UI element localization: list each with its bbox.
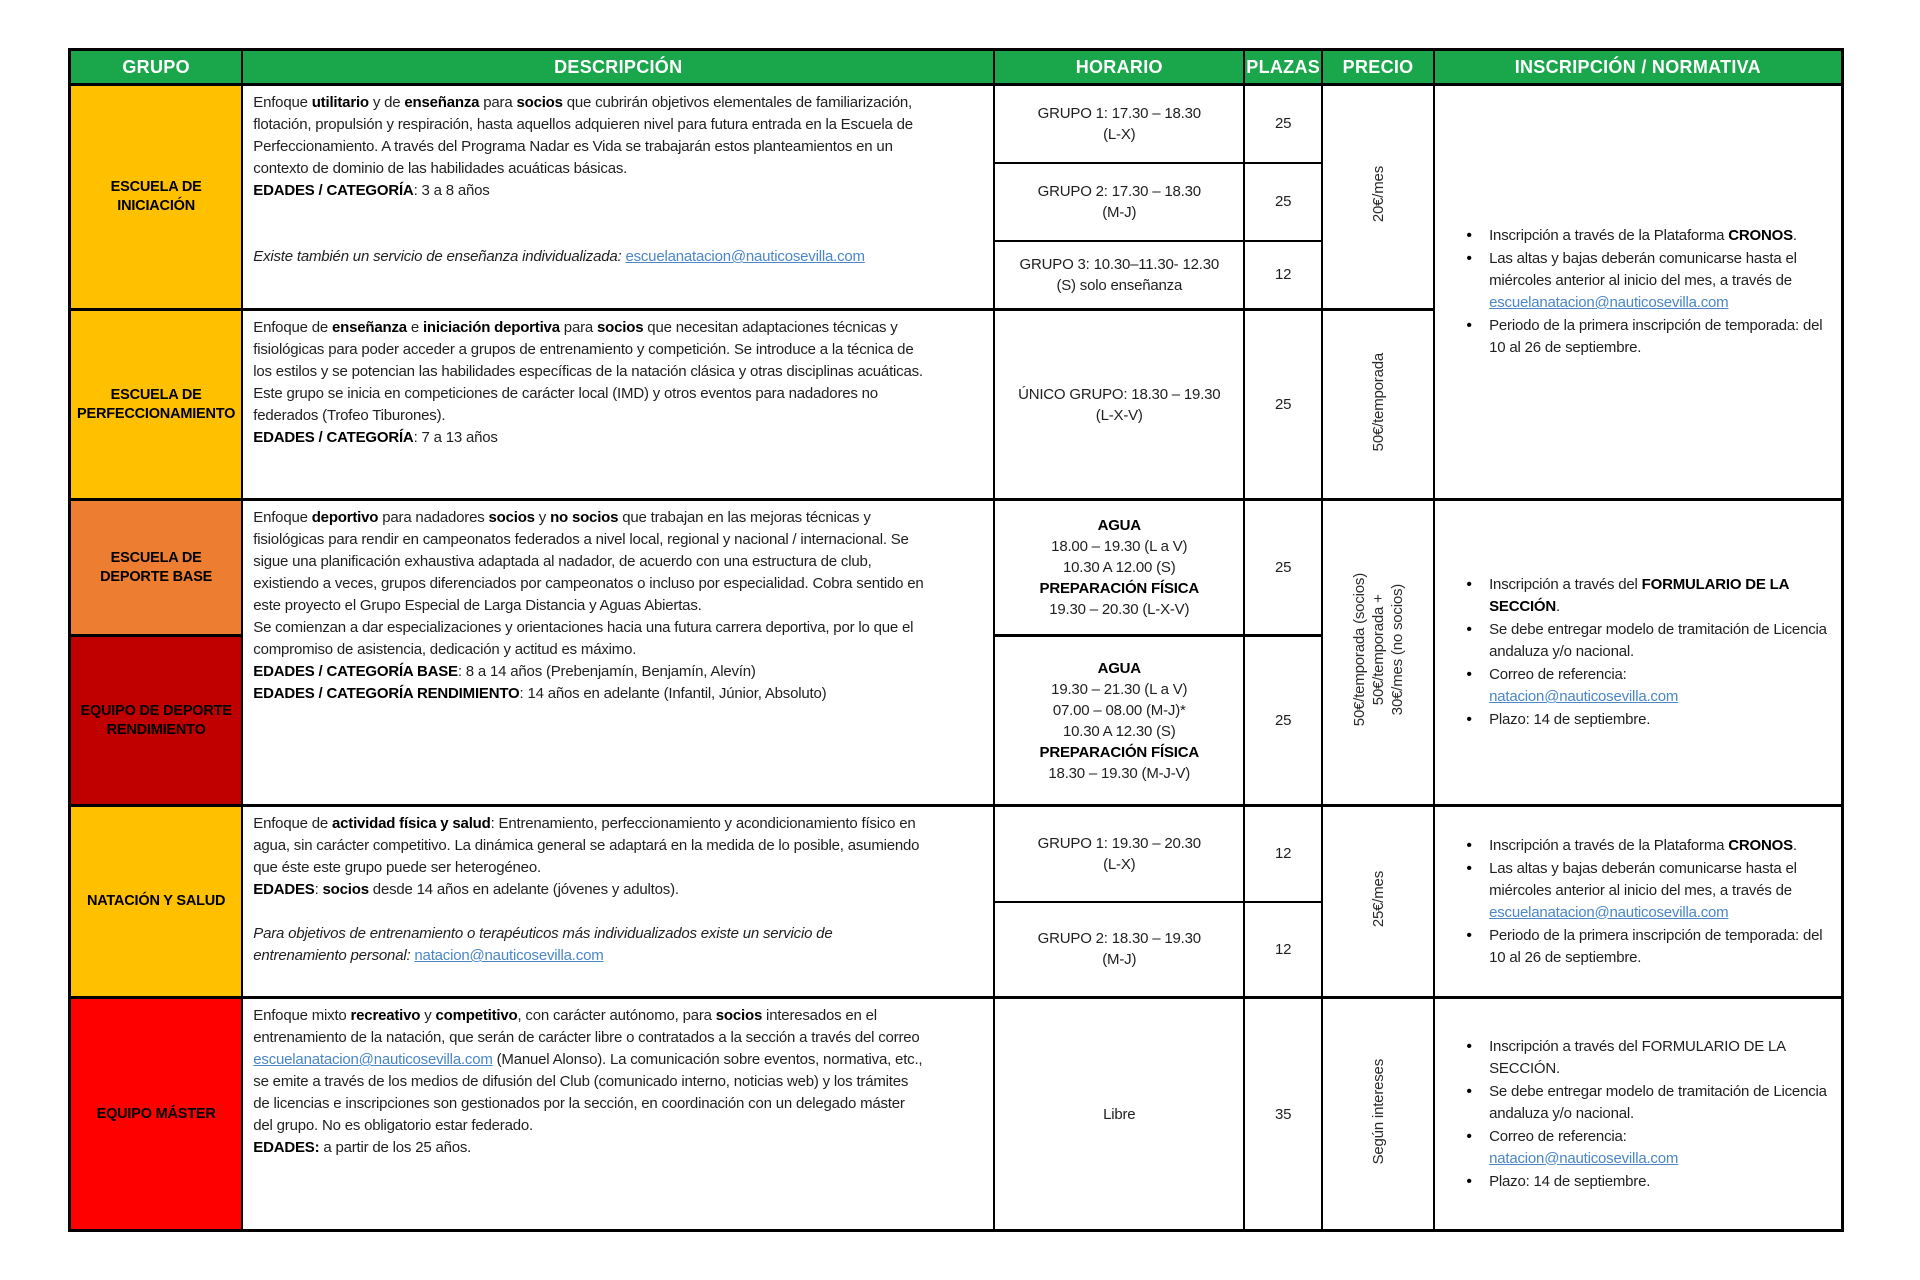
paragraph: EDADES: socios desde 14 años en adelante (jóvenes y adultos). bbox=[253, 881, 679, 898]
bullet-item bbox=[1449, 225, 1831, 247]
schedule-cell-perfeccionamiento bbox=[994, 310, 1244, 500]
text-line: 20€/mes bbox=[1369, 166, 1387, 223]
text-line: Según intereses bbox=[1369, 1058, 1387, 1165]
bullet-item bbox=[1449, 619, 1831, 663]
schedule-cell-salud-grupo1 bbox=[994, 806, 1244, 902]
schedule-cell-iniciacion-grupo3 bbox=[994, 241, 1244, 310]
schedule-cell-iniciacion-grupo2 bbox=[994, 163, 1244, 241]
capacity-cell-salud-grupo2: 12 bbox=[1244, 902, 1322, 998]
bullet-icon: • bbox=[1466, 711, 1472, 728]
capacity-cell-iniciacion-grupo2: 25 bbox=[1244, 163, 1322, 241]
text-line: GRUPO 3: 10.30–11.30- 12.30 bbox=[1019, 255, 1219, 273]
paragraph: EDADES / CATEGORÍA BASE: 8 a 14 años (Prebenjamín, Benjamín, Alevín) bbox=[253, 663, 756, 680]
group-cell-natacion-y-salud: NATACIÓN Y SALUD bbox=[70, 806, 243, 998]
group-cell-escuela-de-perfeccionamiento: ESCUELA DE PERFECCIONAMIENTO bbox=[70, 310, 243, 500]
swimming-groups-table bbox=[68, 48, 1844, 1232]
bullet-icon: • bbox=[1466, 1172, 1472, 1190]
price-cell-equipo-master bbox=[1322, 998, 1434, 1231]
paragraph: EDADES: a partir de los 25 años. bbox=[253, 1139, 472, 1156]
enrollment-cell-iniciacion-perfeccionamiento bbox=[1434, 85, 1842, 500]
capacity-cell-iniciacion-grupo3: 12 bbox=[1244, 241, 1322, 310]
text-line: GRUPO 1: 19.30 – 20.30 bbox=[1037, 834, 1201, 852]
bullet-icon: • bbox=[1466, 576, 1472, 593]
bullet-text: Las altas y bajas deberán comunicarse hasta el miércoles anterior al inicio del mes, a través de escuelanatacion@nauticosevilla.com bbox=[1489, 859, 1797, 921]
bullet-icon: • bbox=[1466, 1127, 1472, 1145]
bullet-text: Periodo de la primera inscripción de temporada: del 10 al 26 de septiembre. bbox=[1489, 926, 1823, 966]
email-link[interactable]: escuelanatacion@nauticosevilla.com bbox=[253, 1051, 493, 1068]
text-line: 18.30 – 19.30 (M-J-V) bbox=[1048, 764, 1191, 782]
email-link[interactable]: escuelanatacion@nauticosevilla.com bbox=[625, 248, 865, 265]
enrollment-cell-natacion-y-salud bbox=[1434, 806, 1842, 998]
bullet-icon: • bbox=[1466, 621, 1472, 638]
schedule-cell-salud-grupo2 bbox=[994, 902, 1244, 998]
text-line: PREPARACIÓN FÍSICA bbox=[1039, 743, 1199, 761]
bullet-icon: • bbox=[1466, 317, 1472, 334]
paragraph: Para objetivos de entrenamiento o terapéuticos más individualizados existe un servicio de entrenamiento personal: natacion@nauticosevilla.com bbox=[253, 925, 833, 964]
bullet-icon: • bbox=[1466, 926, 1472, 944]
price-rotated-text bbox=[1369, 353, 1388, 451]
enrollment-cell-deporte-base-rendimiento bbox=[1434, 500, 1842, 806]
paragraph: Enfoque de actividad física y salud: Entrenamiento, perfeccionamiento y acondicionamiento físico en agua, sin carácter competitivo. La dinámica general se adaptará en la medida de lo posible, asumiendo que éste este grupo puede ser heterogéneo. bbox=[253, 815, 920, 876]
bullet-item bbox=[1449, 1126, 1831, 1170]
text-line: ÚNICO GRUPO: 18.30 – 19.30 bbox=[1018, 385, 1221, 403]
text-line: 10.30 A 12.00 (S) bbox=[1063, 559, 1176, 576]
price-cell-perfeccionamiento bbox=[1322, 310, 1434, 500]
text-line: 07.00 – 08.00 (M-J)* bbox=[1052, 701, 1186, 719]
text-line: (L-X) bbox=[1103, 125, 1136, 143]
bullet-item bbox=[1449, 835, 1831, 857]
capacity-cell-iniciacion-grupo1: 25 bbox=[1244, 85, 1322, 163]
group-cell-equipo-master: EQUIPO MÁSTER bbox=[70, 998, 243, 1231]
bullet-text: Inscripción a través del FORMULARIO DE LA SECCIÓN. bbox=[1489, 1037, 1786, 1077]
bullet-item bbox=[1449, 1081, 1831, 1125]
text-line: Libre bbox=[1103, 1105, 1136, 1123]
text-line: 19.30 – 20.30 (L-X-V) bbox=[1049, 601, 1190, 618]
capacity-cell-perfeccionamiento: 25 bbox=[1244, 310, 1322, 500]
paragraph: Este grupo se inicia en competiciones de carácter local (IMD) y otros eventos para nadadores no federados (Trofeo Tiburones). bbox=[253, 385, 878, 424]
col-header-precio: PRECIO bbox=[1322, 50, 1434, 85]
description-cell-equipo-master bbox=[242, 998, 994, 1231]
text-line: (M-J) bbox=[1102, 951, 1137, 969]
col-header-grupo: GRUPO bbox=[70, 50, 243, 85]
col-header-horario: HORARIO bbox=[994, 50, 1244, 85]
bullet-item bbox=[1449, 574, 1831, 618]
capacity-cell-deporte-base: 25 bbox=[1244, 500, 1322, 636]
bullet-item bbox=[1449, 1036, 1831, 1080]
bullet-text: Las altas y bajas deberán comunicarse hasta el miércoles anterior al inicio del mes, a través de escuelanatacion@nauticosevilla.com bbox=[1489, 250, 1797, 311]
schedule-cell-equipo-master bbox=[994, 998, 1244, 1231]
bullet-icon: • bbox=[1466, 859, 1472, 877]
text-line: 25€/mes bbox=[1369, 870, 1387, 928]
enrollment-cell-equipo-master bbox=[1434, 998, 1842, 1231]
bullet-item bbox=[1449, 858, 1831, 924]
text-line: 18.00 – 19.30 (L a V) bbox=[1051, 538, 1188, 555]
capacity-cell-equipo-master: 35 bbox=[1244, 998, 1322, 1231]
text-line: 19.30 – 21.30 (L a V) bbox=[1051, 680, 1188, 698]
bullet-text: Correo de referencia: natacion@nauticosevilla.com bbox=[1489, 1127, 1679, 1167]
email-link[interactable]: natacion@nauticosevilla.com bbox=[1489, 1149, 1679, 1167]
bullet-text: Inscripción a través de la Plataforma CRONOS. bbox=[1489, 836, 1797, 854]
group-cell-escuela-de-deporte-base: ESCUELA DE DEPORTE BASE bbox=[70, 500, 243, 636]
schedule-cell-deporte-rendimiento bbox=[994, 636, 1244, 806]
price-rotated-text bbox=[1350, 573, 1407, 726]
bullet-text: Se debe entregar modelo de tramitación de Licencia andaluza y/o nacional. bbox=[1489, 1082, 1827, 1122]
text-line: (S) solo enseñanza bbox=[1056, 276, 1183, 294]
price-cell-iniciacion bbox=[1322, 85, 1434, 310]
bullet-text: Inscripción a través del FORMULARIO DE LA SECCIÓN. bbox=[1489, 576, 1789, 615]
paragraph: EDADES / CATEGORÍA: 3 a 8 años bbox=[253, 182, 490, 199]
text-line: 10.30 A 12.30 (S) bbox=[1063, 722, 1176, 740]
group-cell-equipo-de-deporte-rendimiento: EQUIPO DE DEPORTE RENDIMIENTO bbox=[70, 636, 243, 806]
bullet-icon: • bbox=[1466, 1037, 1472, 1055]
text-line: 50€/temporada (socios) bbox=[1350, 573, 1368, 727]
text-line: 50€/temporada bbox=[1369, 352, 1387, 452]
paragraph bbox=[253, 202, 927, 224]
bullet-item bbox=[1449, 664, 1831, 708]
bullet-text: Periodo de la primera inscripción de temporada: del 10 al 26 de septiembre. bbox=[1489, 317, 1823, 356]
paragraph: Existe también un servicio de enseñanza individualizada: escuelanatacion@nauticosevilla.com bbox=[253, 248, 865, 265]
bullet-icon: • bbox=[1466, 250, 1472, 267]
swimming-groups-table-wrapper bbox=[68, 48, 1844, 1232]
bullet-icon: • bbox=[1466, 227, 1472, 244]
text-line: AGUA bbox=[1097, 659, 1141, 677]
bullet-text: Inscripción a través de la Plataforma CRONOS. bbox=[1489, 227, 1797, 244]
price-rotated-text bbox=[1369, 166, 1388, 222]
bullet-icon: • bbox=[1466, 836, 1472, 854]
capacity-cell-salud-grupo1: 12 bbox=[1244, 806, 1322, 902]
email-link[interactable]: escuelanatacion@nauticosevilla.com bbox=[1489, 903, 1729, 921]
schedule-cell-deporte-base bbox=[994, 500, 1244, 636]
text-line: AGUA bbox=[1097, 517, 1141, 534]
text-line: GRUPO 1: 17.30 – 18.30 bbox=[1037, 104, 1201, 122]
description-cell-natacion-y-salud bbox=[242, 806, 994, 998]
bullet-text: Plazo: 14 de septiembre. bbox=[1489, 1172, 1651, 1190]
bullet-item bbox=[1449, 709, 1831, 731]
description-cell-deporte-base-rendimiento bbox=[242, 500, 994, 806]
paragraph: Se comienzan a dar especializaciones y orientaciones hacia una futura carrera deportiva, por lo que el compromiso de asistencia, dedicación y actitud es máximo. bbox=[253, 619, 914, 658]
paragraph: Enfoque deportivo para nadadores socios y no socios que trabajan en las mejoras técnicas y fisiológicas para rendir en campeonatos federados a nivel local, regional y nacional / internacional. Se sigue una planificación exhaustiva adaptada al nadador, de acuerdo con una estructura de club, existiendo a veces, grupos diferenciados por campeonatos o incluso por especialidad. Cobra sentido en este proyecto el Grupo Especial de Larga Distancia y Aguas Abiertas. bbox=[253, 509, 924, 614]
text-line: PREPARACIÓN FÍSICA bbox=[1039, 580, 1199, 597]
bullet-item bbox=[1449, 248, 1831, 314]
email-link[interactable]: escuelanatacion@nauticosevilla.com bbox=[1489, 294, 1729, 311]
description-cell-escuela-de-perfeccionamiento bbox=[242, 310, 994, 500]
text-line: (L-X-V) bbox=[1095, 406, 1143, 424]
email-link[interactable]: natacion@nauticosevilla.com bbox=[1489, 688, 1679, 705]
paragraph bbox=[253, 224, 927, 246]
text-line: 30€/mes (no socios) bbox=[1388, 584, 1406, 716]
bullet-item bbox=[1449, 1171, 1831, 1193]
price-rotated-text bbox=[1369, 1059, 1388, 1164]
paragraph bbox=[253, 901, 927, 923]
text-line: (L-X) bbox=[1103, 855, 1136, 873]
bullet-text: Se debe entregar modelo de tramitación de Licencia andaluza y/o nacional. bbox=[1489, 621, 1827, 660]
paragraph: Enfoque utilitario y de enseñanza para socios que cubrirán objetivos elementales de familiarización, flotación, propulsión y respiración, hasta aquellos adquieren nivel para futura entrada en la Escuela de Perfeccionamiento. A través del Programa Nadar es Vida se trabajarán estos planteamientos en un contexto de dominio de las habilidades acuáticas básicas. bbox=[253, 94, 913, 177]
price-rotated-text bbox=[1369, 871, 1388, 927]
group-cell-escuela-de-iniciacion: ESCUELA DE INICIACIÓN bbox=[70, 85, 243, 310]
col-header-inscripcion-normativa: INSCRIPCIÓN / NORMATIVA bbox=[1434, 50, 1842, 85]
col-header-plazas: PLAZAS bbox=[1244, 50, 1322, 85]
bullet-icon: • bbox=[1466, 1082, 1472, 1100]
description-cell-escuela-de-iniciacion bbox=[242, 85, 994, 310]
bullet-icon: • bbox=[1466, 666, 1472, 683]
col-header-descripcion: DESCRIPCIÓN bbox=[242, 50, 994, 85]
paragraph: Enfoque mixto recreativo y competitivo, con carácter autónomo, para socios interesados en el entrenamiento de la natación, que serán de carácter libre o contratados a la sección a través del correo escuelanatacion@nauticosevilla.com (Manuel Alonso). La comunicación sobre eventos, normativa, etc., se emite a través de los medios de difusión del Club (comunicado interno, noticias web) y los trámites de licencias e inscripciones son gestionados por la sección, en coordinación con un delegado máster del grupo. No es obligatorio estar federado. bbox=[253, 1007, 923, 1134]
paragraph: Enfoque de enseñanza e iniciación deportiva para socios que necesitan adaptaciones técnicas y fisiológicas para poder acceder a grupos de entrenamiento y competición. Se introduce a la técnica de los estilos y se potencian las habilidades específicas de la natación clásica y otras disciplinas acuáticas. bbox=[253, 319, 923, 380]
text-line: (M-J) bbox=[1102, 203, 1137, 221]
bullet-text: Plazo: 14 de septiembre. bbox=[1489, 711, 1651, 728]
price-cell-deporte-base-rendimiento bbox=[1322, 500, 1434, 806]
text-line: GRUPO 2: 17.30 – 18.30 bbox=[1037, 182, 1201, 200]
bullet-item bbox=[1449, 315, 1831, 359]
bullet-text: Correo de referencia: natacion@nauticosevilla.com bbox=[1489, 666, 1679, 705]
capacity-cell-deporte-rendimiento: 25 bbox=[1244, 636, 1322, 806]
email-link[interactable]: natacion@nauticosevilla.com bbox=[414, 947, 604, 964]
text-line: 50€/temporada + bbox=[1369, 594, 1387, 706]
paragraph: EDADES / CATEGORÍA: 7 a 13 años bbox=[253, 429, 498, 446]
bullet-item bbox=[1449, 925, 1831, 969]
text-line: GRUPO 2: 18.30 – 19.30 bbox=[1037, 930, 1201, 948]
schedule-cell-iniciacion-grupo1 bbox=[994, 85, 1244, 163]
paragraph: EDADES / CATEGORÍA RENDIMIENTO: 14 años en adelante (Infantil, Júnior, Absoluto) bbox=[253, 685, 827, 702]
price-cell-natacion-y-salud bbox=[1322, 806, 1434, 998]
